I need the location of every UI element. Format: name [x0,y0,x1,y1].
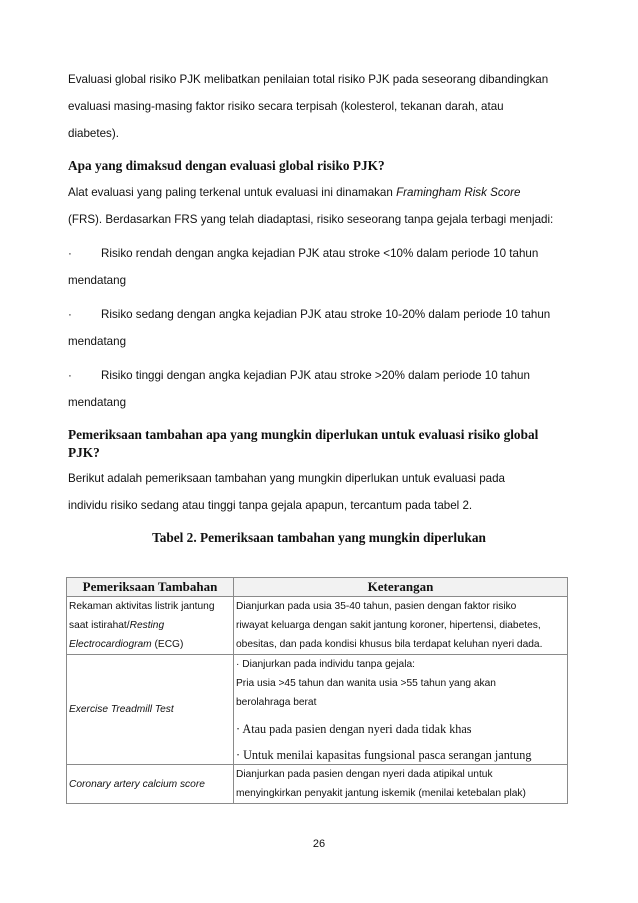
cell-line: Dianjurkan pada usia 35-40 tahun, pasien dengan faktor risiko [236,601,517,612]
cell-line: Dianjurkan pada pasien dengan nyeri dada atipikal untuk [236,769,493,780]
table-header-row [67,578,568,597]
bullet-dot: · [68,369,72,382]
cell-italic: Coronary artery calcium score [69,778,205,790]
section-2-para-line-2: individu risiko sedang atau tinggi tanpa gejala apapun, tercantum pada tabel 2. [68,499,473,512]
table-row [67,597,568,655]
cell-line: menyingkirkan penyakit jantung iskemik (menilai ketebalan plak) [236,788,526,799]
cell-exam-calcium [67,765,234,804]
cell-italic: Resting [129,620,165,631]
table-row [67,655,568,765]
cell-line: · Dianjurkan pada individu tanpa gejala: [236,659,415,670]
cell-line [69,616,231,635]
page-body [68,66,570,546]
section-2-para-line-1: Berikut adalah pemeriksaan tambahan yang mungkin diperlukan untuk evaluasi pada [68,472,505,485]
para-text: Alat evaluasi yang paling terkenal untuk evaluasi ini dinamakan [68,186,397,199]
bullet-text: Risiko sedang dengan angka kejadian PJK atau stroke 10-20% dalam periode 10 tahun [101,308,551,321]
bullet-high-risk [68,362,570,389]
table-caption: Tabel 2. Pemeriksaan tambahan yang mungkin diperlukan [152,530,486,545]
section-1-para-line-1 [68,179,570,206]
intro-line-2: evaluasi masing-masing faktor risiko secara terpisah (kolesterol, tekanan darah, atau [68,100,504,113]
cell-line: · Untuk menilai kapasitas fungsional pasca serangan jantung [236,748,532,762]
cell-text: saat istirahat/ [69,620,130,631]
header-notes: Keterangan [234,578,568,597]
bullet-low-risk [68,240,570,267]
intro-line-3: diabetes). [68,127,119,140]
additional-exams-table [66,577,568,804]
bullet-text: Risiko tinggi dengan angka kejadian PJK atau stroke >20% dalam periode 10 tahun [101,369,530,382]
section-1-heading: Apa yang dimaksud dengan evaluasi global risiko PJK? [68,158,385,173]
cell-line: Pria usia >45 tahun dan wanita usia >55 tahun yang akan [236,678,496,689]
cell-line: · Atau pada pasien dengan nyeri dada tidak khas [236,722,472,736]
cell-notes-calcium [234,765,568,804]
section-2-heading-line-2: PJK? [68,445,100,460]
cell-line: riwayat keluarga dengan sakit jantung koroner, hipertensi, diabetes, [236,620,541,631]
cell-exam-ecg [67,597,234,655]
framingham-italic: Framingham Risk Score [396,186,521,199]
intro-line-1: Evaluasi global risiko PJK melibatkan penilaian total risiko PJK pada seseorang dibandingkan [68,73,549,86]
table-row [67,765,568,804]
bullet-medium-risk [68,301,570,328]
bullet-high-risk-cont: mendatang [68,396,127,409]
cell-exam-treadmill [67,655,234,765]
bullet-medium-risk-cont: mendatang [68,335,127,348]
cell-text: (ECG) [151,639,184,650]
bullet-dot: · [68,308,72,321]
cell-line: obesitas, dan pada kondisi khusus bila terdapat keluhan nyeri dada. [236,639,543,650]
cell-line [69,635,231,654]
bullet-text: Risiko rendah dengan angka kejadian PJK atau stroke <10% dalam periode 10 tahun [101,247,539,260]
page-number: 26 [312,838,326,850]
bullet-low-risk-cont: mendatang [68,274,127,287]
cell-line: berolahraga berat [236,697,317,708]
bullet-dot: · [68,247,72,260]
header-exam: Pemeriksaan Tambahan [67,578,234,597]
cell-italic: Electrocardiogram [69,639,152,650]
section-1-para-line-2: (FRS). Berdasarkan FRS yang telah diadaptasi, risiko seseorang tanpa gejala terbagi menjadi: [68,213,554,226]
cell-italic: Exercise Treadmill Test [69,704,174,715]
cell-line: Rekaman aktivitas listrik jantung [69,601,215,612]
cell-notes-treadmill [234,655,568,765]
section-2-heading-line-1: Pemeriksaan tambahan apa yang mungkin diperlukan untuk evaluasi risiko global [68,427,539,442]
cell-notes-ecg [234,597,568,655]
